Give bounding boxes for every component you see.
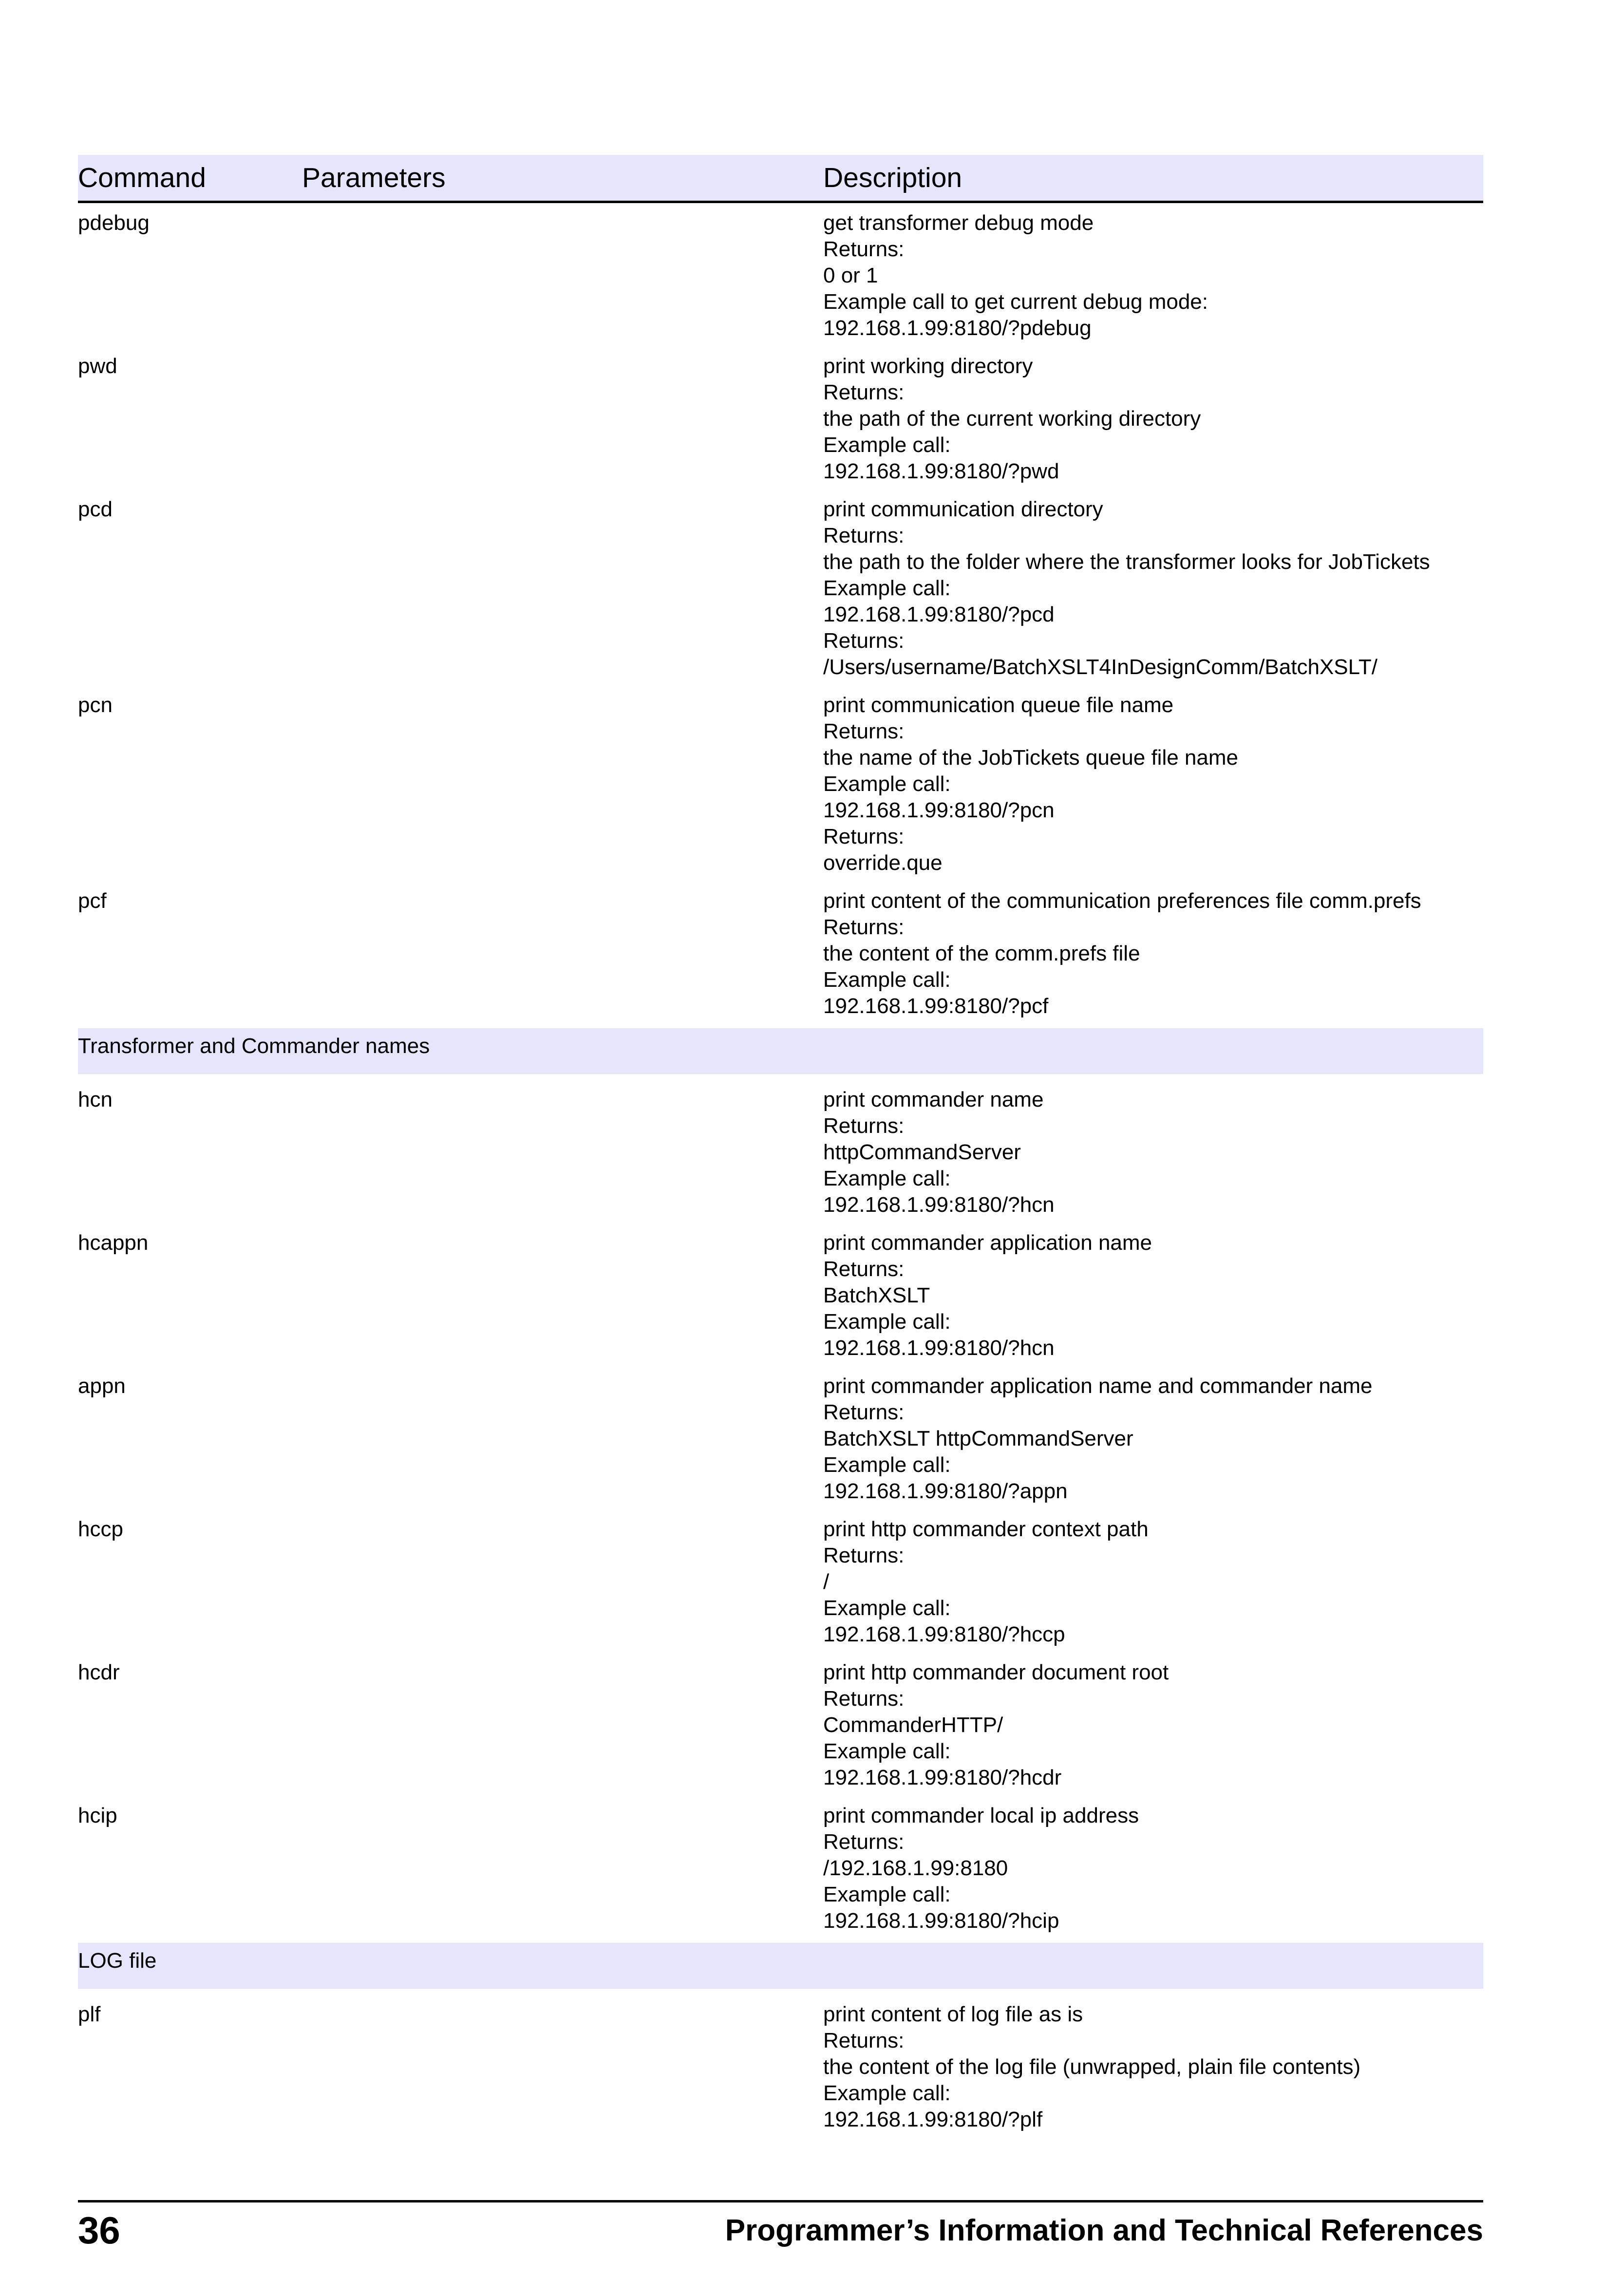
description-line: get transformer debug mode — [823, 211, 1094, 235]
description-line: / — [823, 1570, 830, 1594]
table-row — [78, 1516, 1483, 1648]
description-line: Example call: — [823, 968, 951, 992]
description-line: the content of the comm.prefs file — [823, 941, 1140, 965]
description-line: CommanderHTTP/ — [823, 1713, 1003, 1737]
description-line: Returns: — [823, 1114, 905, 1138]
description-line: 0 or 1 — [823, 263, 878, 287]
command-name: pcd — [78, 497, 113, 521]
page-number: 36 — [78, 2209, 120, 2252]
description-line: 192.168.1.99:8180/?hcn — [823, 1193, 1055, 1217]
section-title: LOG file — [78, 1949, 157, 1973]
description-line: print communication directory — [823, 497, 1103, 521]
table-header — [78, 155, 1483, 203]
command-name: pcf — [78, 889, 107, 913]
description-line: /192.168.1.99:8180 — [823, 1856, 1008, 1880]
description-line: print content of the communication preferences file comm.prefs — [823, 889, 1421, 913]
description-line: Returns: — [823, 524, 905, 547]
command-name: hcip — [78, 1804, 117, 1827]
table-row — [78, 210, 1483, 341]
description-line: Returns: — [823, 629, 905, 653]
description-line: Returns: — [823, 2029, 905, 2052]
command-description — [823, 353, 1483, 485]
description-line: Example call: — [823, 1167, 951, 1190]
command-description — [823, 1516, 1483, 1648]
command-name: pcn — [78, 693, 113, 717]
table-row — [78, 1230, 1483, 1361]
section-header — [78, 1943, 1483, 1989]
header-description: Description — [823, 162, 962, 193]
description-line: Returns: — [823, 915, 905, 939]
description-line: 192.168.1.99:8180/?pcd — [823, 602, 1055, 626]
description-line: print http commander context path — [823, 1517, 1149, 1541]
command-description — [823, 496, 1483, 680]
description-line: the content of the log file (unwrapped, plain file contents) — [823, 2055, 1361, 2079]
command-description — [823, 1087, 1483, 1218]
description-line: print communication queue file name — [823, 693, 1174, 717]
description-line: 192.168.1.99:8180/?pcn — [823, 798, 1055, 822]
table-body — [78, 203, 1483, 2133]
description-line: 192.168.1.99:8180/?pwd — [823, 459, 1059, 483]
description-line: 192.168.1.99:8180/?hcip — [823, 1909, 1059, 1933]
description-line: Returns: — [823, 1687, 905, 1711]
header-parameters: Parameters — [302, 162, 446, 193]
table-row — [78, 1373, 1483, 1505]
description-line: the path to the folder where the transformer looks for JobTickets — [823, 550, 1430, 574]
table-row — [78, 888, 1483, 1019]
command-description — [823, 888, 1483, 1019]
description-line: 192.168.1.99:8180/?pcf — [823, 994, 1049, 1018]
table-row — [78, 1803, 1483, 1934]
command-name: pwd — [78, 354, 117, 378]
description-line: Example call: — [823, 2081, 951, 2105]
table-row — [78, 2001, 1483, 2133]
table-row — [78, 1087, 1483, 1218]
description-line: Returns: — [823, 380, 905, 404]
command-description — [823, 210, 1483, 341]
description-line: 192.168.1.99:8180/?hcdr — [823, 1766, 1062, 1789]
command-name: appn — [78, 1374, 126, 1398]
description-line: Example call: — [823, 1882, 951, 1906]
command-name: plf — [78, 2002, 101, 2026]
page-footer — [78, 2200, 1483, 2251]
description-line: Returns: — [823, 719, 905, 743]
section-header — [78, 1028, 1483, 1074]
description-line: override.que — [823, 851, 943, 875]
command-table — [78, 155, 1483, 2145]
description-line: print http commander document root — [823, 1660, 1169, 1684]
description-line: the name of the JobTickets queue file name — [823, 746, 1238, 770]
command-description — [823, 1373, 1483, 1505]
command-description — [823, 692, 1483, 876]
description-line: httpCommandServer — [823, 1140, 1021, 1164]
description-line: Example call: — [823, 576, 951, 600]
description-line: Example call: — [823, 772, 951, 796]
description-line: BatchXSLT — [823, 1283, 930, 1307]
command-description — [823, 2001, 1483, 2133]
footer-title: Programmer’s Information and Technical References — [725, 2214, 1483, 2247]
description-line: 192.168.1.99:8180/?pdebug — [823, 316, 1092, 340]
table-row — [78, 496, 1483, 680]
description-line: print commander name — [823, 1088, 1044, 1111]
command-name: hcdr — [78, 1660, 120, 1684]
description-line: Returns: — [823, 1400, 905, 1424]
command-description — [823, 1659, 1483, 1791]
command-name: hcappn — [78, 1231, 149, 1255]
description-line: print working directory — [823, 354, 1033, 378]
table-row — [78, 353, 1483, 485]
description-line: Example call to get current debug mode: — [823, 290, 1208, 314]
description-line: Example call: — [823, 1310, 951, 1334]
table-row — [78, 692, 1483, 876]
command-name: hcn — [78, 1088, 113, 1111]
description-line: 192.168.1.99:8180/?hccp — [823, 1622, 1065, 1646]
description-line: Returns: — [823, 1543, 905, 1567]
header-command: Command — [78, 162, 206, 193]
section-title: Transformer and Commander names — [78, 1034, 430, 1058]
description-line: Returns: — [823, 825, 905, 848]
description-line: Example call: — [823, 1453, 951, 1477]
description-line: print commander application name — [823, 1231, 1152, 1255]
description-line: the path of the current working directory — [823, 407, 1201, 431]
description-line: Returns: — [823, 237, 905, 261]
description-line: Returns: — [823, 1257, 905, 1281]
description-line: 192.168.1.99:8180/?appn — [823, 1479, 1068, 1503]
command-description — [823, 1803, 1483, 1934]
command-name: pdebug — [78, 211, 150, 235]
description-line: 192.168.1.99:8180/?hcn — [823, 1336, 1055, 1360]
description-line: Example call: — [823, 433, 951, 457]
description-line: Example call: — [823, 1739, 951, 1763]
description-line: print commander application name and commander name — [823, 1374, 1373, 1398]
description-line: /Users/username/BatchXSLT4InDesignComm/BatchXSLT/ — [823, 655, 1378, 679]
command-description — [823, 1230, 1483, 1361]
table-row — [78, 1659, 1483, 1791]
description-line: BatchXSLT httpCommandServer — [823, 1427, 1133, 1450]
command-name: hccp — [78, 1517, 123, 1541]
description-line: 192.168.1.99:8180/?plf — [823, 2108, 1043, 2131]
description-line: Returns: — [823, 1830, 905, 1854]
description-line: Example call: — [823, 1596, 951, 1620]
description-line: print commander local ip address — [823, 1804, 1139, 1827]
description-line: print content of log file as is — [823, 2002, 1083, 2026]
